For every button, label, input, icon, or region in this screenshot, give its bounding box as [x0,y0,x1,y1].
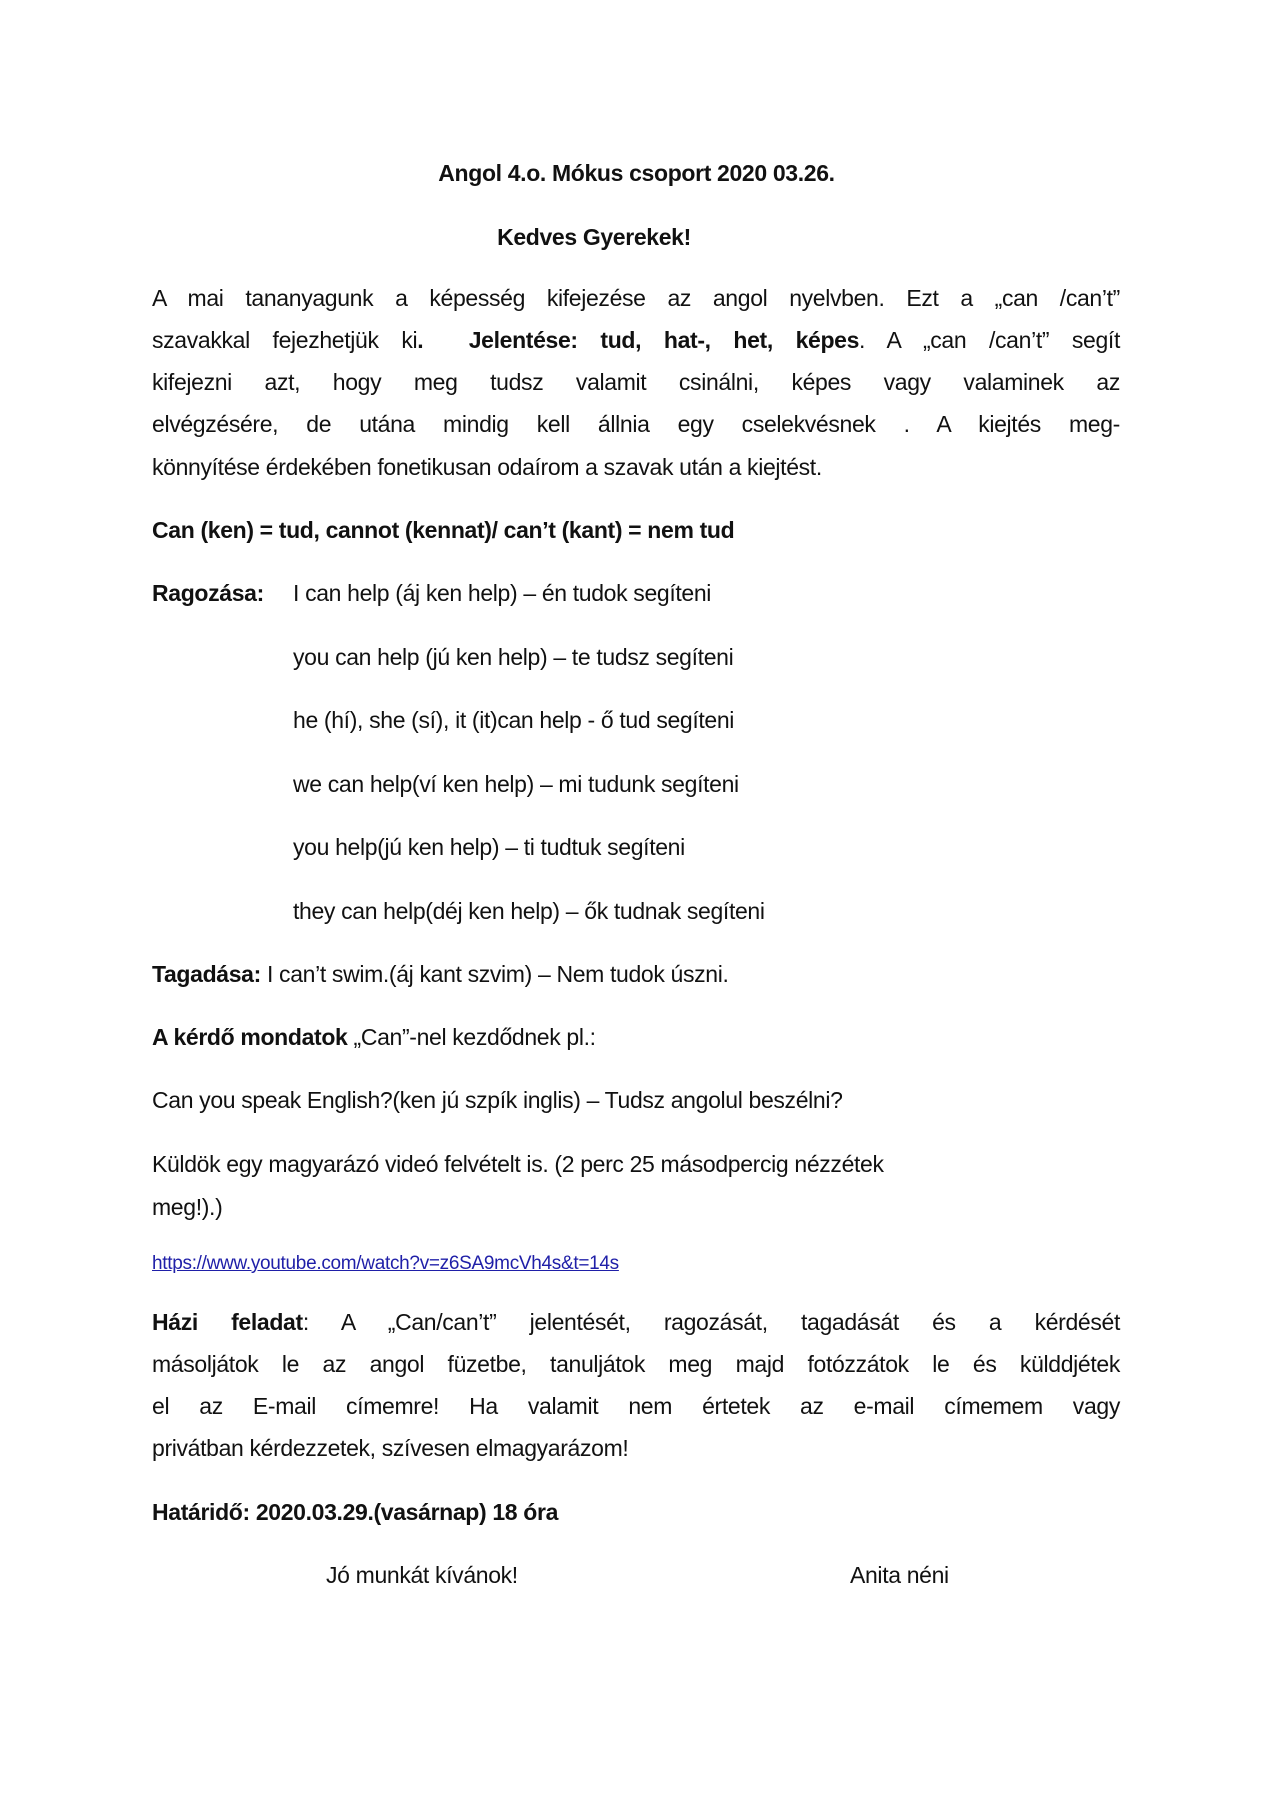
definition: Can (ken) = tud, cannot (kennat)/ can’t (kant) = nem tud [152,517,735,543]
homework-line [152,1304,1120,1340]
negation-text: I can’t swim.(áj kant szvim) – Nem tudok úszni. [260,961,729,987]
question-example: Can you speak English?(ken jú szpík inglis) – Tudsz angolul beszélni? [152,1087,843,1113]
homework-line: privátban kérdezzetek, szívesen elmagyarázom! [152,1435,629,1461]
intro-dot: . [417,327,424,353]
conjugation-row: you help(jú ken help) – ti tudtuk segíteni [293,834,685,860]
intro-text: . A „can /can’t” segít [859,327,1120,353]
conjugation-row: I can help (áj ken help) – én tudok segíteni [293,580,712,606]
homework-line: el az E-mail címemre! Ha valamit nem értetek az e-mail címemem vagy [152,1393,1120,1419]
homework-line: másoljátok le az angol füzetbe, tanuljátok meg majd fotózzátok le és külddjétek [152,1351,1120,1377]
conjugation-row: they can help(déj ken help) – ők tudnak segíteni [293,898,765,924]
intro-line: kifejezni azt, hogy meg tudsz valamit csinálni, képes vagy valaminek az [152,369,1120,395]
video-line: meg!).) [152,1194,223,1220]
negation [152,956,1120,992]
conjugation-label: Ragozása: [152,580,264,606]
conjugation-row: we can help(ví ken help) – mi tudunk segíteni [293,771,739,797]
question-label: A kérdő mondatok [152,1024,348,1050]
homework-text: : A „Can/can’t” jelentését, ragozását, tagadását és a kérdését [302,1309,1120,1335]
homework-label: Házi feladat [152,1309,303,1335]
video-link-row [152,1243,619,1279]
intro-line: A mai tananyagunk a képesség kifejezése az angol nyelvben. Ezt a „can /can’t” [152,285,1120,311]
question-text: „Can”-nel kezdődnek pl.: [347,1024,596,1050]
video-line: Küldök egy magyarázó videó felvételt is. (2 perc 25 másodpercig nézzétek [152,1151,884,1177]
greeting: Kedves Gyerekek! [497,224,691,250]
intro-line [152,322,1120,358]
intro-text: szavakkal fejezhetjük ki [152,327,418,353]
conjugation-row: he (hí), she (sí), it (it)can help - ő tud segíteni [293,707,735,733]
meaning-bold: Jelentése: tud, hat-, het, képes [468,327,860,353]
question-rule [152,1019,1120,1055]
intro-line: elvégzésére, de utána mindig kell állnia egy cselekvésnek . A kiejtés meg- [152,411,1120,437]
video-link[interactable]: https://www.youtube.com/watch?v=z6SA9mcVh4s&t=14s [152,1253,619,1274]
conjugation-row: you can help (jú ken help) – te tudsz segíteni [293,644,734,670]
closing: Jó munkát kívánok! [326,1562,518,1588]
signature: Anita néni [850,1562,949,1588]
negation-label: Tagadása: [152,961,261,987]
deadline: Határidő: 2020.03.29.(vasárnap) 18 óra [152,1499,559,1525]
document-title: Angol 4.o. Mókus csoport 2020 03.26. [438,160,835,186]
intro-line: könnyítése érdekében fonetikusan odaírom a szavak után a kiejtést. [152,454,822,480]
